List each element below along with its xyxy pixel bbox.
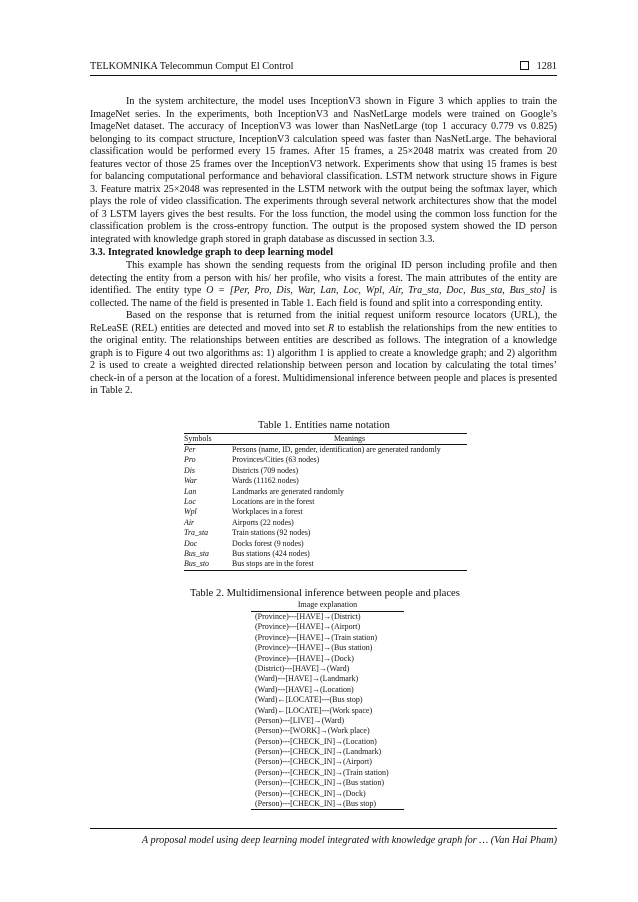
table1-symbol: Bus_sta [184, 548, 209, 558]
paragraph-system-architecture: In the system architecture, the model uses InceptionV3 shown in Figure 3 which applies to train the ImageNet series. In the experiments, both InceptionV3 and NasNetLarge models were trained on Google’s ImageNet dataset. The accuracy of InceptionV3 was lower than NasNetLarge (top 1 accuracy 0.779 vs 0.825) belonging to its compact structure, InceptionV3 calculation speed was faster than NasNetLarge. The behavioral classification would be performed every 15 frames. After 15 frames, a 25×2048 matrix was created from 20 features vector of those 25 frames over the InceptionV3 network. Experiments show that using 15 frames is best for balancing computational performance and behavioral classification. LSTM network structure shows in Figure 3. Feature matrix 25×2048 was represented in the LSTM network with the output being the softmax layer, which plays the role of video classification. The experiments through several network architectures show that the model of 3 LSTM layers gives the best results. For the loss function, the model using the common loss function for the classification problem is the cross-entropy function. The output is the proposed system showed the ID person integrated with knowledge graph stored in graph database as discussed in section 3.3. [90, 96, 557, 245]
table1-symbol: Loc [184, 496, 196, 506]
table1-row [184, 549, 467, 559]
table1-meaning: Bus stations (424 nodes) [232, 548, 310, 558]
paragraph-2-text-b: is collected. The name of the field is presented in Table 1. Each field is found and split into a corresponding entity. [90, 285, 557, 309]
checkbox-square-icon [520, 61, 529, 70]
table2-relation: (Province)---[HAVE]→(Train station) [255, 632, 377, 642]
table1-row [184, 539, 467, 549]
table2-row [251, 674, 404, 684]
table1-meaning: Wards (11162 nodes) [232, 476, 299, 486]
table1-caption: Table 1. Entities name notation [258, 420, 390, 431]
table2-row [251, 736, 404, 746]
table1-symbol: Bus_sto [184, 559, 232, 570]
table2-relation: (Person)---[LIVE]→(Ward) [255, 715, 345, 725]
table2-row [251, 788, 404, 798]
table2-row [251, 632, 404, 642]
table2-relation: (Ward)---[HAVE]→(Landmark) [255, 674, 359, 684]
paragraph-3-text-a: Based on the response that is returned from the initial request uniform resource locators (URL), the ReLeaSE (REL) entities are detected and moved into set [90, 310, 557, 334]
table2-relation: (Province)---[HAVE]→(District) [255, 611, 361, 621]
journal-title: TELKOMNIKA Telecommun Comput El Control [90, 61, 294, 72]
table2-relation: (Province)---[HAVE]→(Bus station) [255, 643, 373, 653]
table1-symbol: Pro [184, 455, 196, 465]
table2-row [251, 643, 404, 653]
table2-row [251, 622, 404, 632]
table1-meaning: Districts (709 nodes) [232, 465, 299, 475]
table2-relation: (Province)---[HAVE]→(Airport) [255, 622, 361, 632]
paragraph-2-text-a: This example has shown the sending requests from the original ID person including profile and then detecting the entity from a person with his/ her profile, who visits a forest. The main attributes of the entity are identified. The entity type [90, 260, 557, 296]
table2-relation: (District)---[HAVE]→(Ward) [255, 663, 350, 673]
table1-header-symbols: Symbols [184, 434, 232, 445]
table1-meaning: Bus stops are in the forest [232, 559, 467, 570]
table2-relation: (Person)---[WORK]→(Work place) [255, 726, 370, 736]
table2-relation: (Ward)←[LOCATE]---(Bus stop) [255, 695, 363, 705]
footer-rule [90, 828, 557, 829]
header-rule [90, 75, 557, 76]
table1-symbol: Per [184, 445, 196, 454]
table2-row [251, 664, 404, 674]
table2-row [251, 757, 404, 767]
page-number: 1281 [536, 61, 557, 72]
table2-row [251, 653, 404, 663]
paragraph-entity-detection [90, 260, 557, 310]
running-header [90, 60, 557, 74]
table2-row [251, 778, 404, 788]
table2-relation: (Ward)---[HAVE]→(Location) [255, 684, 354, 694]
table1-row [184, 466, 467, 476]
table2-inference [251, 600, 404, 810]
table1-symbol: Lan [184, 486, 197, 496]
table2-row [251, 684, 404, 694]
section-heading: 3.3. Integrated knowledge graph to deep learning model [90, 247, 334, 258]
table2-row [251, 799, 404, 810]
table1-symbol: War [184, 476, 197, 486]
table2-relation: (Person)---[CHECK_IN]→(Bus stop) [251, 799, 404, 810]
table1-meaning: Workplaces in a forest [232, 507, 303, 517]
running-footer: A proposal model using deep learning model integrated with knowledge graph for … (Van Hai Pham) [141, 835, 557, 846]
table1-header-meanings: Meanings [232, 434, 467, 445]
table2-relation: (Ward)←[LOCATE]---(Work space) [255, 705, 373, 715]
paragraph-3-text-b: to establish the relationships from the new entities to the original entity. The relationships between entities are described as follows. The integration of a knowledge graph is to Figure 4 out two algorithms as: 1) algorithm 1 is applied to create a knowledge graph; and 2) algorithm 2 is used to create a weighted directed relationship between person and location by calculating the total times’ check-in of a person at the location of a forest. Multidimensional inference between people and places is presented in Table 2. [90, 322, 557, 396]
table1-row [184, 507, 467, 517]
table1-symbol: Doc [184, 538, 198, 548]
table2-row [251, 716, 404, 726]
table1-row [184, 559, 467, 570]
table1-row [184, 518, 467, 528]
table2-caption: Table 2. Multidimensional inference between people and places [190, 588, 460, 599]
table1-meaning: Landmarks are generated randomly [232, 486, 344, 496]
table1-meaning: Locations are in the forest [232, 496, 315, 506]
table2-relation: (Person)---[CHECK_IN]→(Train station) [255, 767, 389, 777]
page-number-group [520, 60, 557, 74]
table1-row [184, 455, 467, 465]
table1-meaning: Train stations (92 nodes) [232, 528, 311, 538]
table1-symbol: Wpl [184, 507, 197, 517]
table1-meaning: Persons (name, ID, gender, identification) are generated randomly [232, 445, 441, 454]
table1-meaning: Docks forest (9 nodes) [232, 538, 304, 548]
table1-meaning: Airports (22 nodes) [232, 517, 294, 527]
table2-relation: (Person)---[CHECK_IN]→(Dock) [255, 788, 366, 798]
table2-relation: (Person)---[CHECK_IN]→(Location) [255, 736, 377, 746]
table2-row [251, 767, 404, 777]
table2-row [251, 611, 404, 622]
table1-row [184, 487, 467, 497]
table2-row [251, 747, 404, 757]
paragraph-relationships [90, 310, 557, 398]
table1-symbol: Tra_sta [184, 528, 209, 538]
table2-row [251, 695, 404, 705]
table1-row [184, 445, 467, 456]
table2-header: Image explanation [251, 600, 404, 611]
entity-type-formula: O = [Per, Pro, Dis, War, Lan, Loc, Wpl, Air, Tra_sta, Doc, Bus_sta, Bus_sto] [206, 285, 546, 296]
set-r-symbol: R [327, 322, 335, 334]
table1-row [184, 497, 467, 507]
table2-relation: (Person)---[CHECK_IN]→(Airport) [255, 757, 372, 767]
table2-row [251, 705, 404, 715]
table1-row [184, 528, 467, 538]
table1-symbol: Air [184, 517, 195, 527]
table1-entities [184, 433, 467, 571]
table1-symbol: Dis [184, 465, 195, 475]
table2-relation: (Person)---[CHECK_IN]→(Landmark) [255, 747, 382, 757]
table1-row [184, 476, 467, 486]
table1-meaning: Provinces/Cities (63 nodes) [232, 455, 320, 465]
table2-row [251, 726, 404, 736]
table2-relation: (Person)---[CHECK_IN]→(Bus station) [255, 778, 385, 788]
table2-relation: (Province)---[HAVE]→(Dock) [255, 653, 354, 663]
